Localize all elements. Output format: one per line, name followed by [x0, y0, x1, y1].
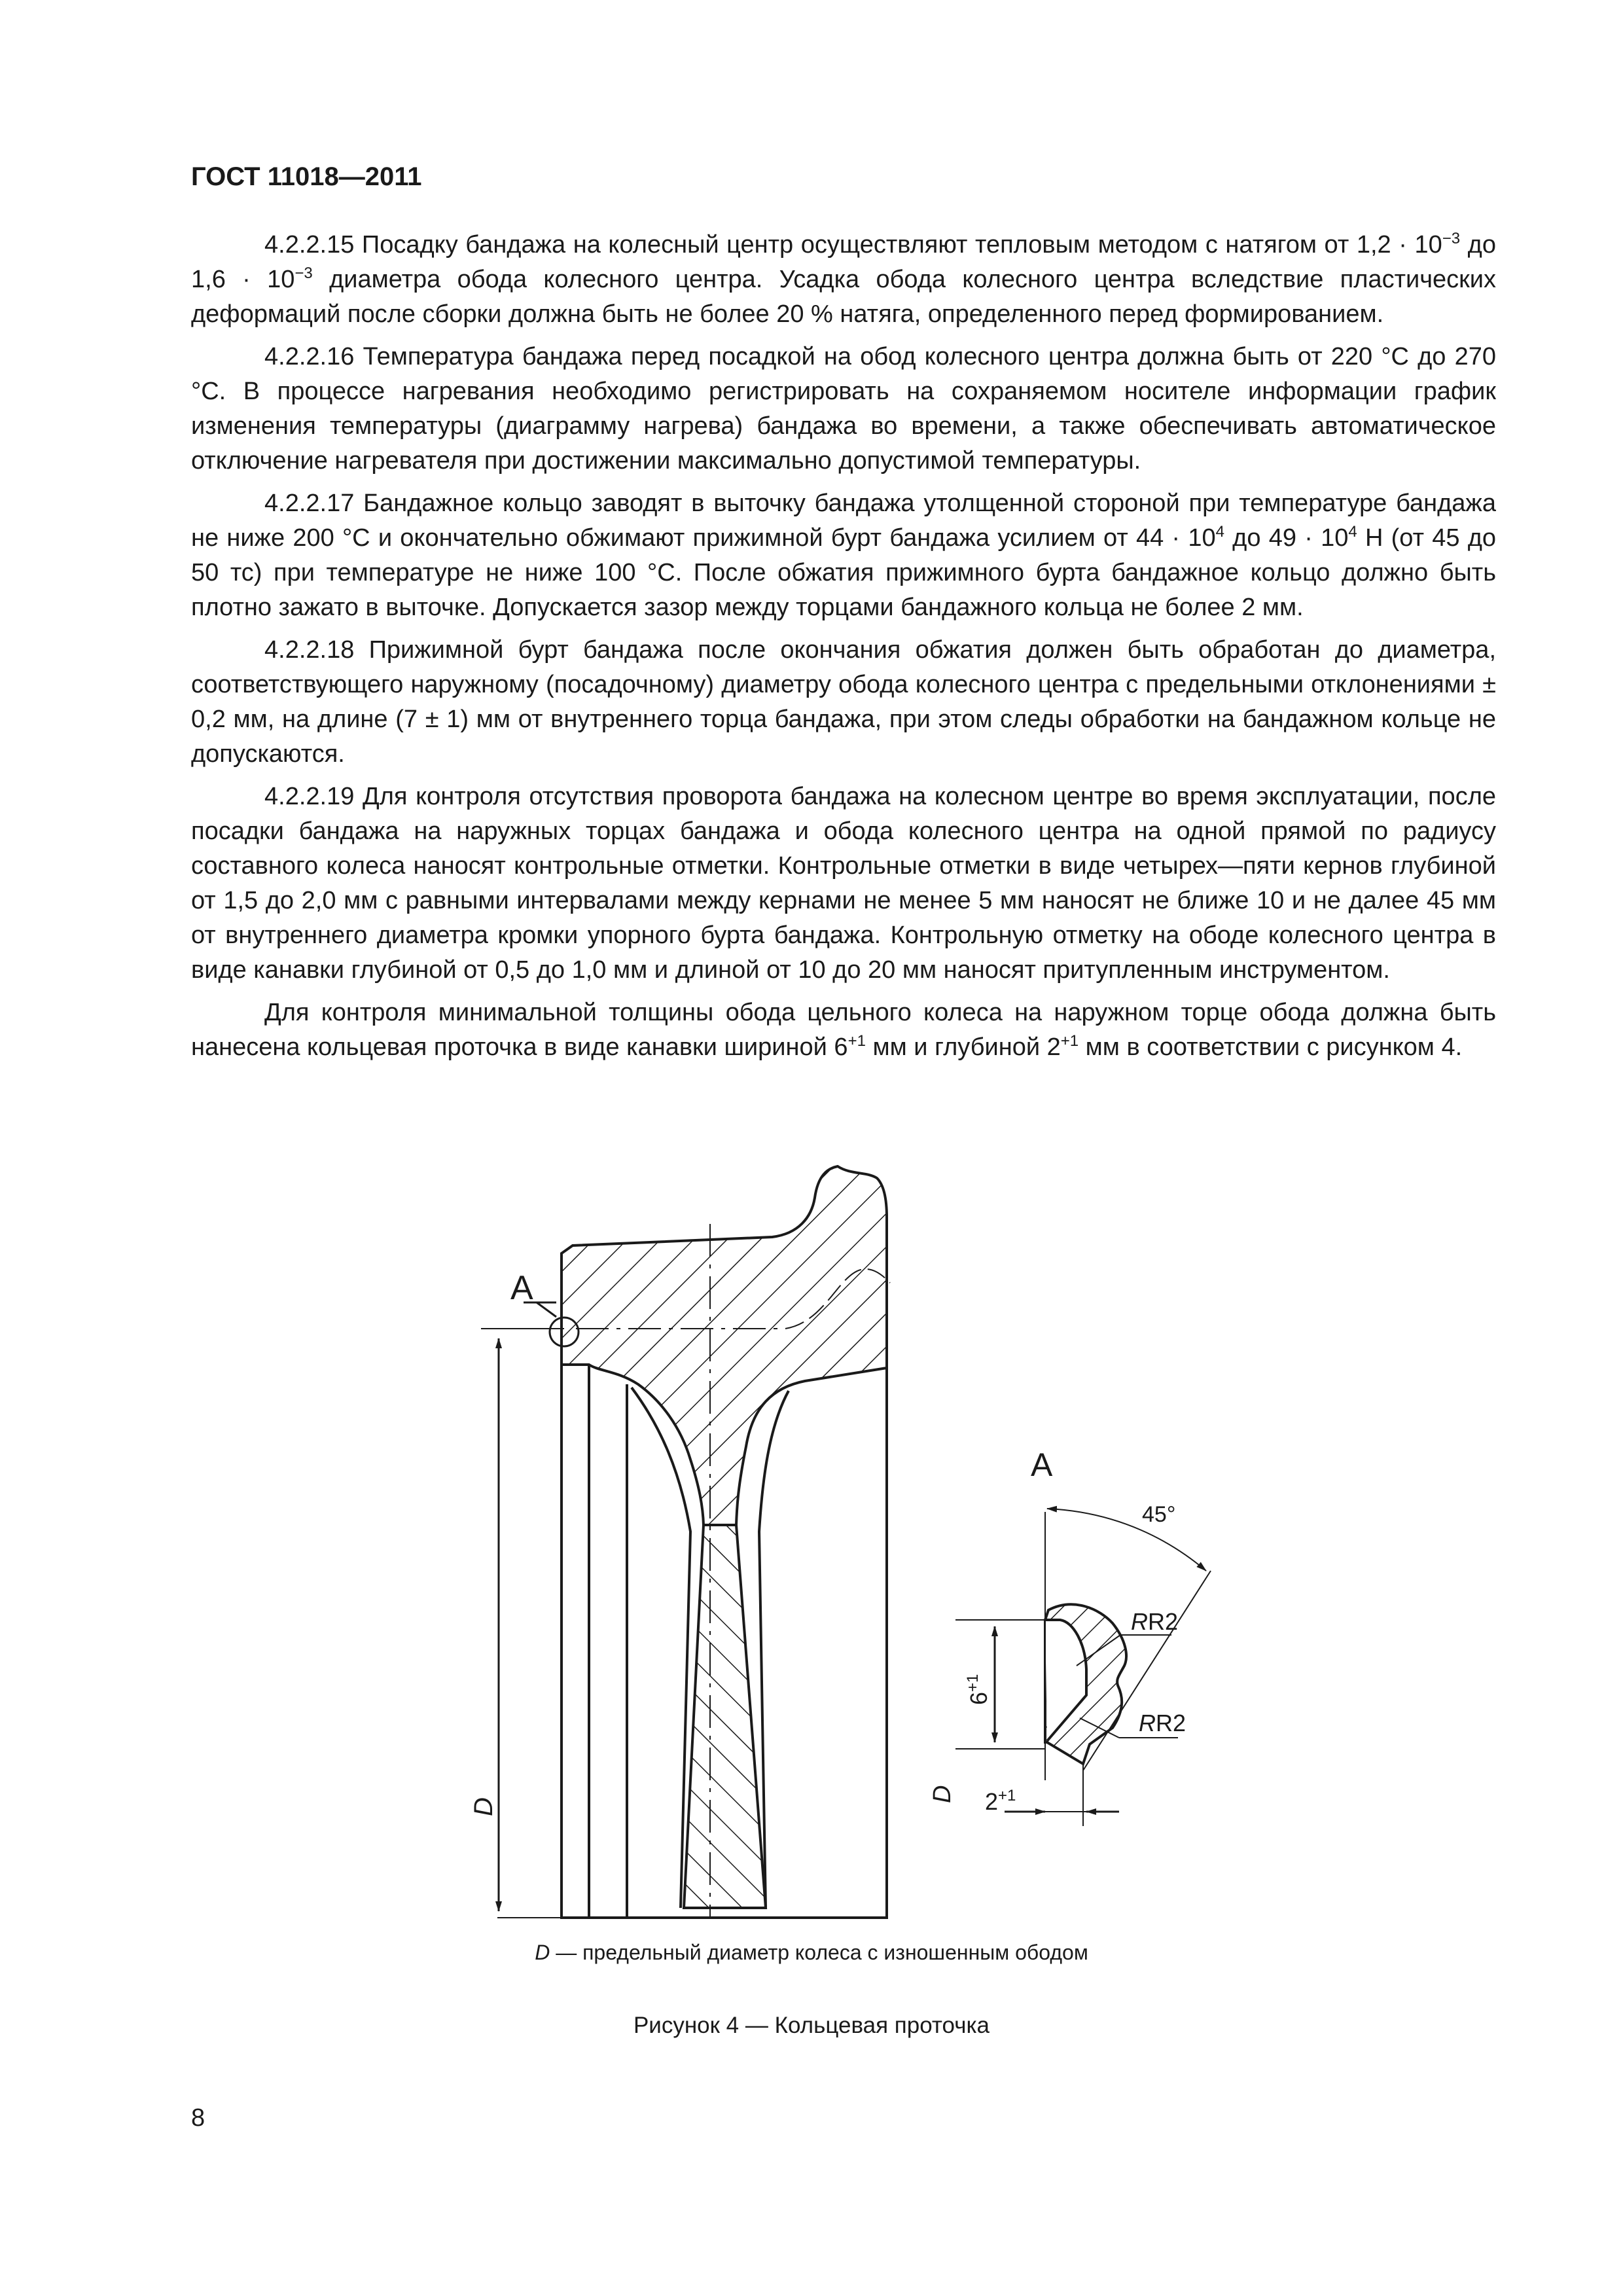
- detail-a-drawing: [955, 1509, 1211, 1826]
- paragraph-4-2-2-18: 4.2.2.18 Прижимной бурт бандажа после окончания обжатия должен быть обработан до диаметра, соответствующего наружному (посадочному) диаметру обода колесного центра с предельными отклонениями ± 0,2 мм, на длине (7 ± 1) мм от внутреннего торца бандажа, при этом следы обработки на бандажном кольце не допускаются.: [191, 636, 1496, 768]
- wheel-section-drawing: [481, 1166, 890, 1918]
- diameter-label: D: [469, 1797, 498, 1816]
- page-number: 8: [191, 2104, 205, 2132]
- text-run: мм в соответствии с рисунком 4.: [1079, 1033, 1463, 1061]
- figure-caption: Рисунок 4 — Кольцевая проточка: [633, 2013, 990, 2038]
- angle-label: 45°: [1142, 1502, 1176, 1527]
- text-run: мм и глубиной 2: [865, 1033, 1061, 1061]
- superscript: +1: [847, 1032, 866, 1050]
- text-run: 4.2.2.15 Посадку бандажа на колесный центр осуществляют тепловым методом с натягом от 1,2 · 10: [264, 231, 1442, 259]
- text-run: Н (от 45 до 50 тс) при температуре не ниже 100 °С. После обжатия прижимного бурта бандажное кольцо должно быть плотно зажато в выточке. Допускается зазор между торцами бандажного кольца не более 2 мм.: [191, 524, 1496, 621]
- text-run: диаметра обода колесного центра. Усадка обода колесного центра вследствие пластических деформаций после сборки должна быть не более 20 % натяга, определенного перед формированием.: [191, 266, 1496, 328]
- superscript: −3: [1442, 230, 1461, 247]
- legend-text: — предельный диаметр колеса с изношенным ободом: [550, 1941, 1088, 1964]
- radius-bottom-label: RR2: [1139, 1710, 1186, 1736]
- superscript: 4: [1348, 523, 1357, 541]
- figure-legend: [0, 1941, 1623, 1965]
- superscript: 4: [1215, 523, 1224, 541]
- superscript: +1: [1060, 1032, 1079, 1050]
- text-run: Для контроля минимальной толщины обода цельного колеса на наружном торце обода должна быть нанесена кольцевая проточка в виде канавки шириной 6: [191, 999, 1496, 1061]
- paragraph-4-2-2-19: 4.2.2.19 Для контроля отсутствия проворота бандажа на колесном центре во время эксплуатации, после посадки бандажа на наружных торцах бандажа и обода колесного центра на одной прямой по радиусу составного колеса наносят контрольные отметки. Контрольные отметки в виде четырех—пяти кернов глубиной от 1,5 до 2,0 мм с равными интервалами между кернами не менее 5 мм наносят не ближе 10 и не далее 45 мм от внутреннего диаметра кромки упорного бурта бандажа. Контрольную отметку на ободе колесного центра в виде канавки глубиной от 0,5 до 1,0 мм и длиной от 10 до 20 мм наносят притупленным инструментом.: [191, 783, 1496, 984]
- paragraph-groove: [191, 996, 1496, 1065]
- superscript: −3: [294, 264, 313, 282]
- text-run: до 49 · 10: [1224, 524, 1349, 552]
- legend-symbol: D: [535, 1941, 550, 1964]
- text-run: до 1,6 · 10: [191, 231, 1496, 293]
- radius-top-label: RR2: [1131, 1608, 1179, 1635]
- detail-diameter-label: D: [929, 1785, 956, 1803]
- detail-a-title: A: [1031, 1446, 1053, 1483]
- paragraph-4-2-2-17: [191, 486, 1496, 625]
- paragraph-4-2-2-16: 4.2.2.16 Температура бандажа перед посадкой на обод колесного центра должна быть от 220 °С до 270 °С. В процессе нагревания необходимо регистрировать на сохраняемом носителе информации график изменения температуры (диаграмму нагрева) бандажа во времени, а также обеспечивать автоматическое отключение нагревателя при достижении максимально допустимой температуры.: [191, 343, 1496, 475]
- groove-depth-dimension: $2^{+1}$: [985, 1787, 1016, 1815]
- view-a-label: A: [510, 1269, 533, 1307]
- document-header: ГОСТ 11018—2011: [191, 162, 422, 191]
- body-text: [191, 228, 1496, 1073]
- text-run: 4.2.2.17 Бандажное кольцо заводят в выточку бандажа утолщенной стороной при температуре бандажа не ниже 200 °С и окончательно обжимают прижимной бурт бандажа усилием от 44 · 10: [191, 490, 1496, 552]
- paragraph-4-2-2-15: [191, 228, 1496, 332]
- groove-width-dimension: $6^{+1}$: [964, 1674, 992, 1705]
